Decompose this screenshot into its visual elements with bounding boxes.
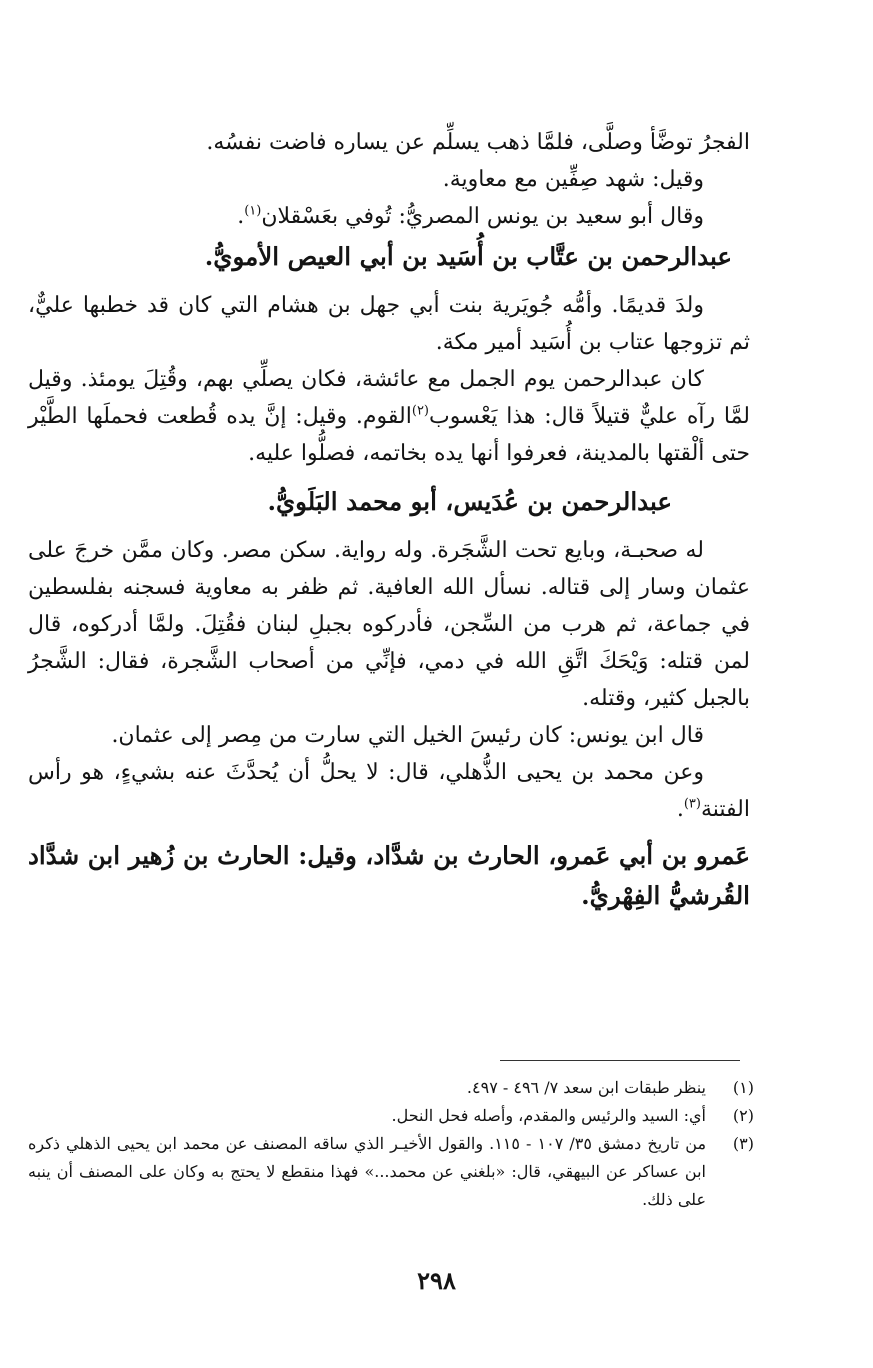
paragraph-3-end: .	[237, 204, 245, 229]
paragraph-8	[28, 754, 750, 828]
footnote-divider	[500, 1060, 740, 1061]
paragraph-5-text-a: كان عبدالرحمن يوم الجمل مع عائشة، فكان يصلِّي بهم، وقُتِلَ يومئذ. وقيل لمَّا رآه عليٌّ قتيلاً قال: هذا يَعْسوب	[28, 367, 750, 429]
paragraph-3-text: وقال أبو سعيد بن يونس المصريُّ: تُوفي بعَسْقلان	[261, 204, 704, 229]
footnote-number: (٣)	[732, 1134, 754, 1153]
main-text	[28, 124, 750, 916]
paragraph-2: وقيل: شهد صِفِّين مع معاوية.	[442, 167, 704, 192]
footnotes	[28, 1074, 754, 1214]
entry-heading-abdulrahman-ibn-udays: عبدالرحمن بن عُدَيس، أبو محمد البَلَويُّ.	[267, 487, 672, 516]
paragraph-4: ولدَ قديمًا. وأمُّه جُويَرية بنت أبي جهل بن هشام التي كان قد خطبها عليٌّ، ثم تزوجها عتاب بن أُسَيد أمير مكة.	[28, 293, 750, 355]
paragraph-5	[28, 361, 750, 472]
footnote-number: (١)	[732, 1078, 754, 1097]
entry-heading-abdulrahman-ibn-attab: عبدالرحمن بن عتَّاب بن أُسَيد بن أبي العيص الأمويُّ.	[204, 242, 732, 271]
paragraph-3	[28, 198, 750, 235]
entry-heading-amr-ibn-abi-amr: عَمرو بن أبي عَمرو، الحارث بن شدَّاد، وقيل: الحارث بن زُهير ابن شدَّاد القُرشيُّ الفِهْريُّ.	[28, 841, 750, 910]
footnote-text: أي: السيد والرئيس والمقدم، وأصله فحل النحل.	[391, 1106, 706, 1125]
footnote-number: (٢)	[732, 1106, 754, 1125]
footnote-ref-1: (١)	[244, 203, 262, 219]
footnote-2	[28, 1102, 754, 1130]
paragraph-8-end: .	[676, 797, 684, 822]
paragraph-8-text: وعن محمد بن يحيى الذُّهلي، قال: لا يحلُّ أن يُحدَّثَ عنه بشيءٍ، هو رأس الفتنة	[28, 760, 750, 822]
footnote-3	[28, 1130, 754, 1214]
footnote-text: من تاريخ دمشق ٣٥/ ١٠٧ - ١١٥. والقول الأخيـر الذي ساقه المصنف عن محمد ابن يحيى الذهلي ذكره ابن عساكر عن البيهقي، قال: «بلغني عن محمد...» فهذا منقطع لا يحتج به وكان على المصنف أن ينبه على ذلك.	[28, 1134, 707, 1209]
paragraph-5-text-b: القوم. وقيل: إنَّ يده قُطعت فحملَها الطَّيْر حتى ألْقتها بالمدينة، فعرفوا أنها يده بخاتمه، فصلُّوا عليه.	[28, 404, 750, 466]
footnote-1	[28, 1074, 754, 1102]
page-number: ٢٩٨	[417, 1266, 456, 1295]
footnote-ref-3: (٣)	[683, 796, 701, 812]
footnote-ref-2: (٢)	[411, 403, 429, 419]
paragraph-6: له صحبـة، وبايع تحت الشَّجَرة. وله رواية. سكن مصر. وكان ممَّن خرجَ على عثمان وسار إلى قتاله. نسأل الله العافية. ثم ظفر به معاوية فسجنه بفلسطين في جماعة، ثم هرب من السِّجن، فأدركوه بجبلِ لبنان فقُتِلَ. ولمَّا أدركوه، قال لمن قتله: وَيْحَكَ اتَّقِ الله في دمي، فإنِّي من أصحاب الشَّجرة، فقال: الشَّجرُ بالجبل كثير، وقتله.	[28, 538, 750, 711]
paragraph-7: قال ابن يونس: كان رئيسَ الخيل التي سارت من مِصر إلى عثمان.	[111, 723, 704, 748]
footnote-text: ينظر طبقات ابن سعد ٧/ ٤٩٦ - ٤٩٧.	[466, 1078, 706, 1097]
paragraph-1: الفجرُ توضَّأ وصلَّى، فلمَّا ذهب يسلِّم عن يساره فاضت نفسُه.	[206, 130, 750, 155]
